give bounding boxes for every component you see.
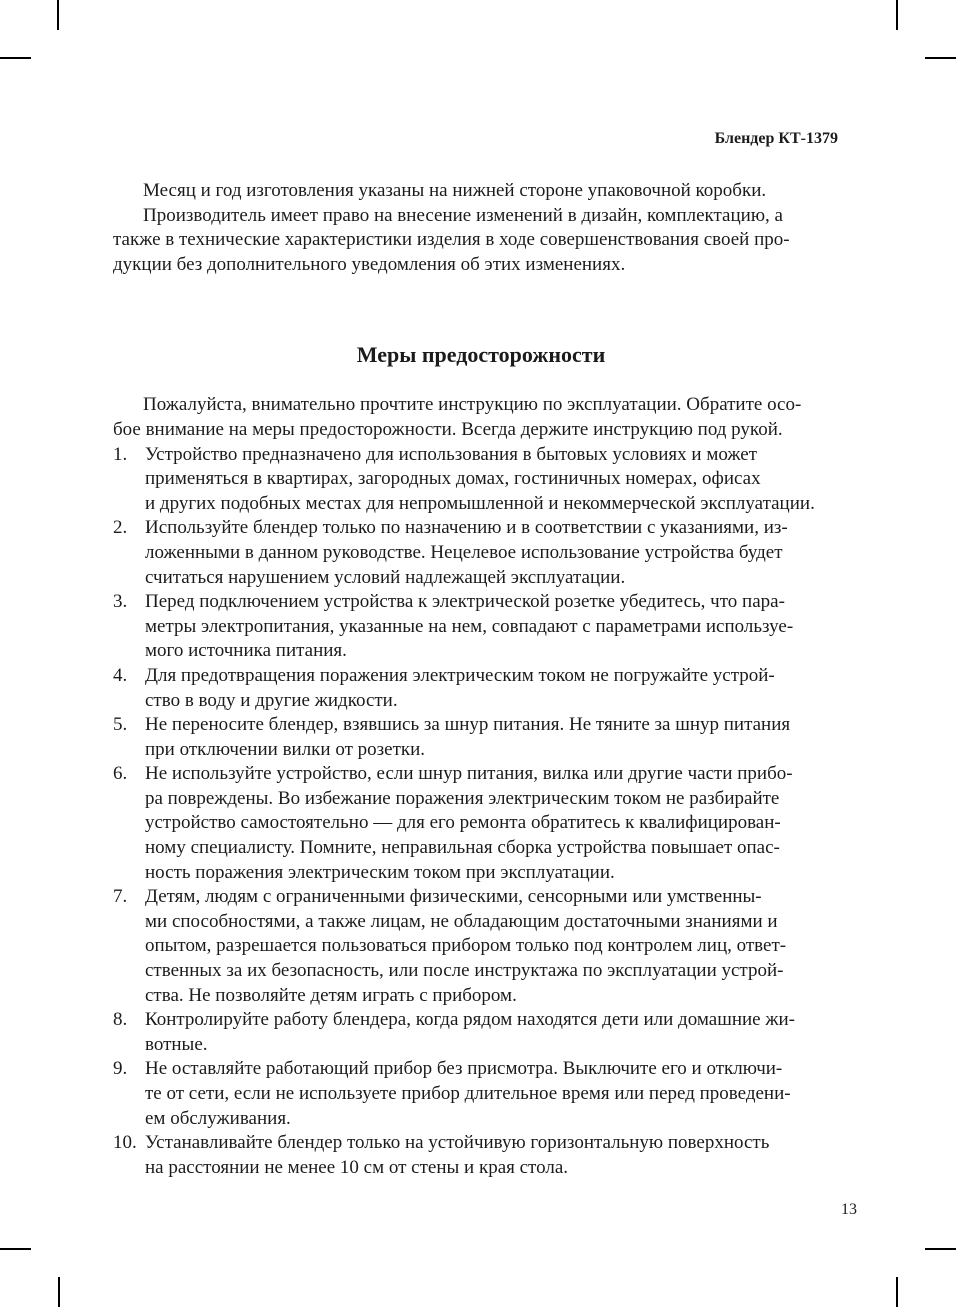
text-line: применяться в квартирах, загородных домах, гостиничных номерах, офисах	[145, 468, 761, 490]
list-item	[113, 885, 849, 1008]
text-line: те от сети, если не используете прибор длительное время или перед проведени-	[145, 1083, 791, 1104]
list-item-number: 3.	[113, 591, 128, 613]
list-item-number: 4.	[113, 664, 128, 686]
list-item-number: 10.	[113, 1132, 137, 1154]
text-line: ми способностями, а также лицам, не обладающим достаточными знаниями и	[145, 910, 778, 932]
list-item	[113, 713, 849, 762]
text-line: устройство самостоятельно — для его ремонта обратитесь к квалифицирован-	[145, 812, 781, 834]
text-line: дукции без дополнительного уведомления об этих изменениях.	[113, 253, 626, 275]
list-item-number: 8.	[113, 1009, 128, 1031]
list-item-text	[145, 713, 849, 762]
list-item-text	[145, 443, 849, 517]
safety-precautions-list	[113, 443, 849, 1181]
list-item	[113, 443, 849, 517]
list-item-text	[145, 516, 849, 590]
list-item-text	[145, 1057, 849, 1131]
list-item-number: 7.	[113, 886, 128, 908]
text-line: ложенными в данном руководстве. Нецелевое использование устройства будет	[145, 541, 783, 563]
list-item-text	[145, 762, 849, 885]
intro-paragraphs	[113, 179, 849, 277]
text-line: считаться нарушением условий надлежащей эксплуатации.	[145, 566, 626, 588]
list-item	[113, 762, 849, 885]
page-content	[113, 179, 849, 1180]
list-item	[113, 1131, 849, 1180]
text-line: также в технические характеристики изделия в ходе совершенствования своей про-	[113, 229, 790, 251]
crop-mark-top-left-horizontal	[0, 57, 31, 59]
crop-mark-top-right-horizontal	[925, 57, 956, 59]
text-line: и других подобных местах для непромышленной и некоммерческой эксплуатации.	[145, 492, 815, 514]
text-line: ра повреждены. Во избежание поражения электрическим током не разбирайте	[145, 787, 780, 809]
list-item-text	[145, 1131, 849, 1180]
crop-mark-bottom-right-horizontal	[925, 1248, 956, 1250]
section-title: Меры предосторожности	[356, 342, 606, 368]
list-item-number: 5.	[113, 714, 128, 736]
list-item-number: 2.	[113, 517, 128, 539]
list-item-number: 6.	[113, 763, 128, 785]
list-item	[113, 590, 849, 664]
text-line: ство в воду и другие жидкости.	[145, 689, 398, 711]
text-line: Не используйте устройство, если шнур питания, вилка или другие части прибо-	[145, 763, 793, 785]
text-line: Устанавливайте блендер только на устойчивую горизонтальную поверхность	[145, 1132, 770, 1154]
text-line: Детям, людям с ограниченными физическими, сенсорными или умственны-	[145, 886, 762, 908]
text-line: при отключении вилки от розетки.	[145, 738, 426, 760]
text-line: Контролируйте работу блендера, когда рядом находятся дети или домашние жи-	[145, 1009, 795, 1031]
text-line: вотные.	[145, 1033, 208, 1055]
text-line: мого источника питания.	[145, 640, 347, 662]
running-header-title: Блендер КТ-1379	[714, 130, 838, 147]
list-item	[113, 1057, 849, 1131]
paragraph	[113, 204, 849, 278]
running-header	[113, 130, 838, 148]
list-item-text	[145, 590, 849, 664]
text-line: бое внимание на меры предосторожности. Всегда держите инструкцию под рукой.	[113, 418, 783, 440]
text-line: Не оставляйте работающий прибор без присмотра. Выключите его и отключи-	[145, 1058, 783, 1080]
lead-paragraph	[113, 393, 849, 442]
crop-mark-bottom-left-vertical	[58, 1277, 60, 1307]
crop-mark-bottom-left-horizontal	[0, 1248, 31, 1250]
list-item-text	[145, 664, 849, 713]
text-line: метры электропитания, указанные на нем, совпадают с параметрами используе-	[145, 615, 794, 637]
paragraph	[113, 179, 849, 204]
crop-mark-top-right-vertical	[896, 0, 898, 30]
text-line: Производитель имеет право на внесение изменений в дизайн, комплектацию, а	[143, 204, 783, 226]
text-line: Используйте блендер только по назначению и в соответствии с указаниями, из-	[145, 517, 788, 539]
list-item-text	[145, 885, 849, 1008]
list-item	[113, 1008, 849, 1057]
text-line: Перед подключением устройства к электрической розетке убедитесь, что пара-	[145, 591, 785, 613]
text-line: ственных за их безопасность, или после инструктажа по эксплуатации устрой-	[145, 960, 784, 982]
page-number: 13	[841, 1201, 857, 1218]
text-line: Не переносите блендер, взявшись за шнур питания. Не тяните за шнур питания	[145, 714, 791, 736]
text-line: ем обслуживания.	[145, 1107, 291, 1129]
list-item-number: 9.	[113, 1058, 128, 1080]
list-item	[113, 516, 849, 590]
text-line: ства. Не позволяйте детям играть с прибором.	[145, 984, 517, 1006]
list-item	[113, 664, 849, 713]
text-line: на расстоянии не менее 10 см от стены и края стола.	[145, 1156, 569, 1178]
text-line: Устройство предназначено для использования в бытовых условиях и может	[145, 443, 757, 465]
crop-mark-bottom-right-vertical	[896, 1277, 898, 1307]
list-item-text	[145, 1008, 849, 1057]
list-item-number: 1.	[113, 443, 128, 465]
crop-mark-top-left-vertical	[57, 0, 59, 30]
text-line: Пожалуйста, внимательно прочтите инструкцию по эксплуатации. Обратите осо-	[143, 394, 802, 416]
text-line: опытом, разрешается пользоваться прибором только под контролем лиц, ответ-	[145, 935, 787, 957]
text-line: ному специалисту. Помните, неправильная сборка устройства повышает опас-	[145, 837, 780, 859]
text-line: Месяц и год изготовления указаны на нижней стороне упаковочной коробки.	[143, 180, 767, 201]
text-line: Для предотвращения поражения электрическим током не погружайте устрой-	[145, 664, 775, 686]
text-line: ность поражения электрическим током при эксплуатации.	[145, 861, 615, 883]
